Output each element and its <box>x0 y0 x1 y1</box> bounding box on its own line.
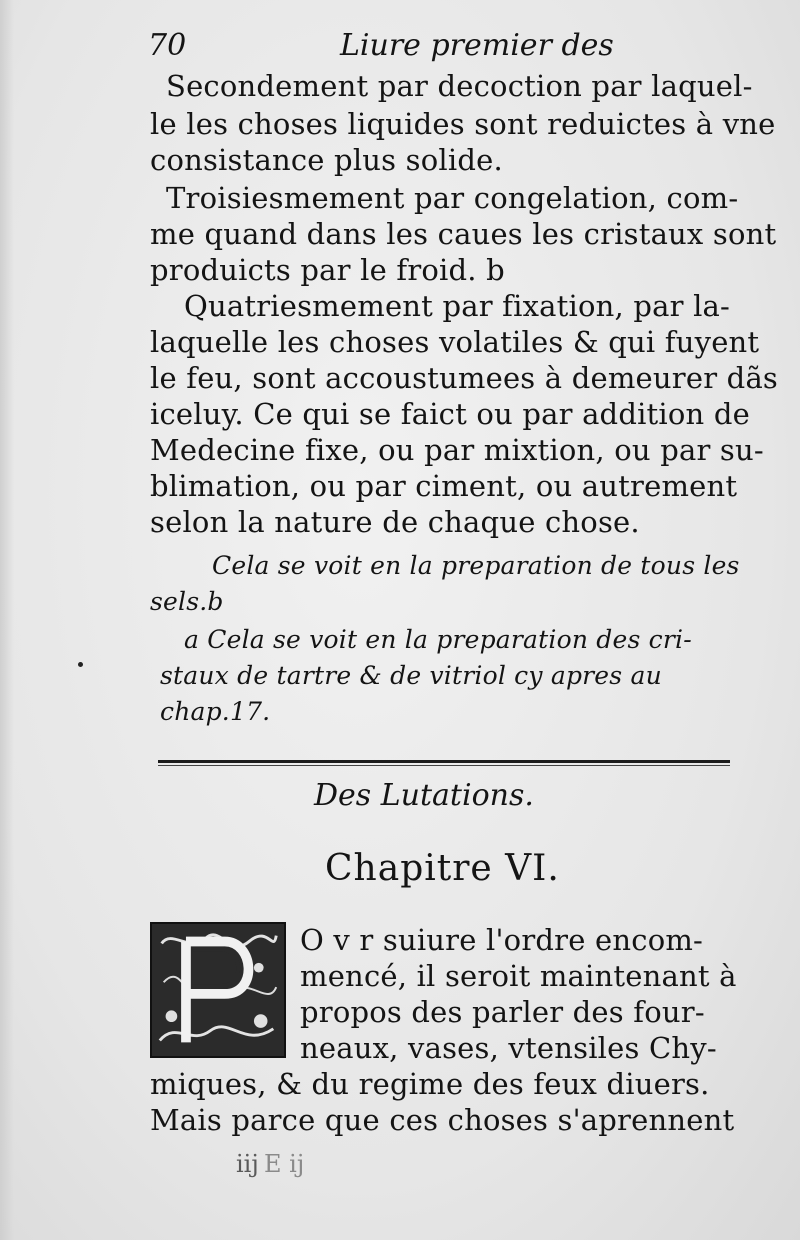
chapter-line: Mais parce que ces choses s'aprennent <box>150 1103 735 1137</box>
body-line: Quatriesmement par fixation, par la- <box>184 289 731 323</box>
note-line: chap.17. <box>160 697 271 726</box>
section-rule-thin <box>158 765 730 766</box>
page-number: 70 <box>148 28 187 63</box>
section-title: Des Lutations. <box>314 778 534 813</box>
chapter-line: mencé, il seroit maintenant à <box>300 959 737 993</box>
note-line: Cela se voit en la preparation de tous les <box>212 551 740 580</box>
decorated-initial <box>150 922 286 1058</box>
chapter-line: propos des parler des four- <box>300 995 705 1029</box>
body-line: me quand dans les caues les cristaux sont <box>150 217 777 251</box>
note-line: sels.b <box>150 587 224 616</box>
body-line: Medecine fixe, ou par mixtion, ou par su- <box>150 433 764 467</box>
section-rule <box>158 760 730 763</box>
chapter-line: neaux, vases, vtensiles Chy- <box>300 1031 717 1065</box>
body-line: produicts par le froid. b <box>150 253 505 287</box>
signature-mark-bleed: E ij <box>264 1150 305 1178</box>
body-line: blimation, ou par ciment, ou autrement <box>150 469 738 503</box>
note-line: staux de tartre & de vitriol cy apres au <box>160 661 662 690</box>
body-line: le feu, sont accoustumees à demeurer dãs <box>150 361 779 395</box>
page-edge-shadow <box>0 0 14 1240</box>
chapter-title: Chapitre VI. <box>325 848 560 889</box>
body-line: le les choses liquides sont reduictes à vne <box>150 107 776 141</box>
body-line: laquelle les choses volatiles & qui fuyent <box>150 325 760 359</box>
decorated-initial-p-icon <box>152 924 284 1056</box>
note-line: a Cela se voit en la preparation des cri- <box>184 625 692 654</box>
chapter-line: O v r suiure l'ordre encom- <box>300 923 704 957</box>
body-line: Secondement par decoction par laquel- <box>166 69 753 103</box>
margin-mark <box>78 662 83 667</box>
body-line: selon la nature de chaque chose. <box>150 505 640 539</box>
running-title: Liure premier des <box>340 28 614 63</box>
signature-mark: iij <box>236 1150 259 1178</box>
body-line: consistance plus solide. <box>150 143 503 177</box>
body-line: iceluy. Ce qui se faict ou par addition de <box>150 397 750 431</box>
chapter-line: miques, & du regime des feux diuers. <box>150 1067 710 1101</box>
body-line: Troisiesmement par congelation, com- <box>166 181 739 215</box>
